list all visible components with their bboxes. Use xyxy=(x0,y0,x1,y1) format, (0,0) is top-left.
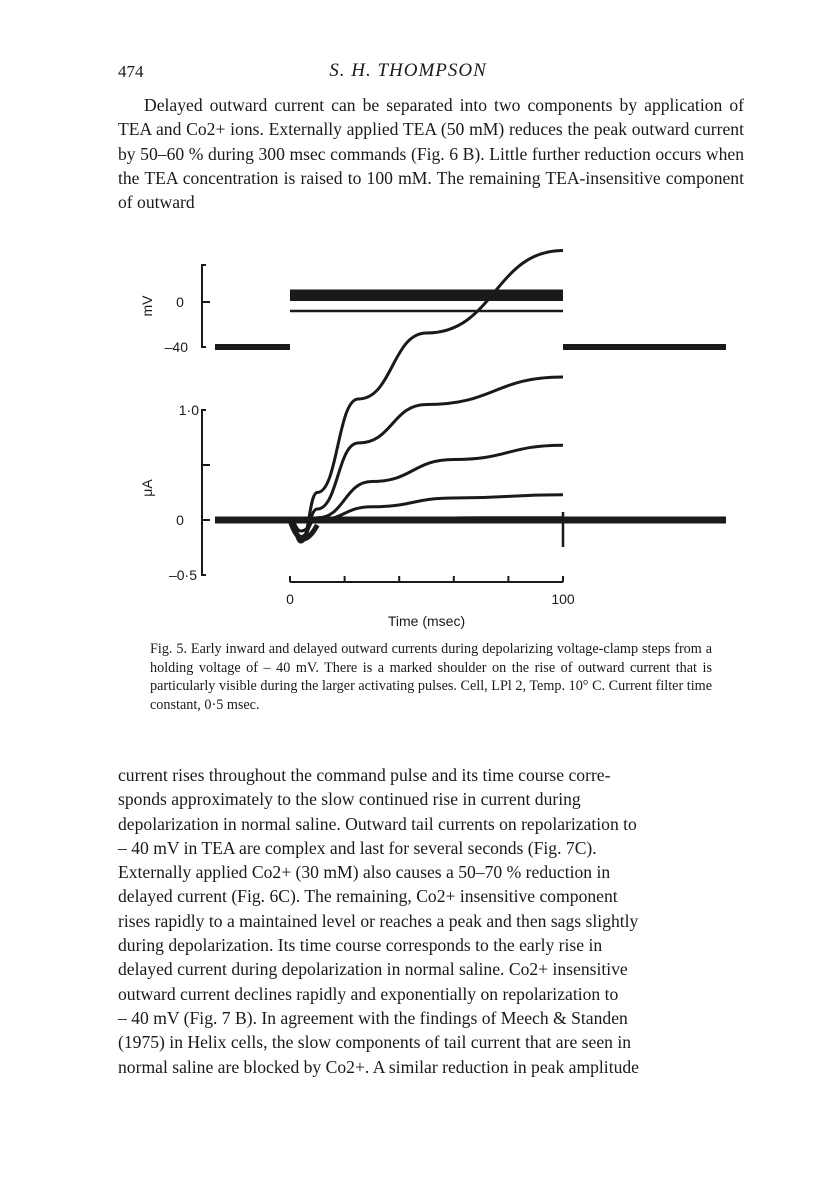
text-line: – 40 mV in TEA are complex and last for several seconds (Fig. 7C). xyxy=(118,837,597,858)
page-number: 474 xyxy=(118,62,144,81)
body-paragraph-bottom xyxy=(118,763,744,1079)
text-line: (1975) in Helix cells, the slow components of tail current that are seen in xyxy=(118,1032,632,1053)
text-line: during depolarization. Its time course corresponds to the early rise in xyxy=(118,935,603,956)
body-paragraph-top: Delayed outward current can be separated into two components by application of TEA and Co2+ ions. Externally applied TEA (50 mM) reduces the peak outward current by 50–60 % during 300 msec commands (Fig. 6 B). Little further reduction occurs when the TEA concentration is raised to 100 mM. The remaining TEA-insensitive component of outward xyxy=(118,95,744,213)
voltage-tick-label: –40 xyxy=(164,339,188,355)
current-tick-label: –0·5 xyxy=(168,567,197,583)
text-line: rises rapidly to a maintained level or reaches a peak and then sags slightly xyxy=(118,910,639,931)
figure-caption: Fig. 5. Early inward and delayed outward currents during depolarizing voltage-clamp steps from a holding voltage of – 40 mV. There is a marked shoulder on the rise of outward current that is particularly visible during the larger activating pulses. Cell, LPl 2, Temp. 10° C. Current filter time constant, 0·5 msec. xyxy=(150,641,712,713)
time-axis-label: Time (msec) xyxy=(387,613,466,629)
current-axis xyxy=(202,410,206,575)
text-line: normal saline are blocked by Co2+. A similar reduction in peak amplitude xyxy=(118,1056,639,1077)
figure-plot xyxy=(130,230,750,630)
text-line: delayed current (Fig. 6C). The remaining, Co2+ insensitive component xyxy=(118,886,618,907)
current-tick-label: 0 xyxy=(176,512,184,528)
text-line: Externally applied Co2+ (30 mM) also causes a 50–70 % reduction in xyxy=(118,862,611,883)
voltage-axis-label: mV xyxy=(139,295,155,317)
text-line: sponds approximately to the slow continued rise in current during xyxy=(118,789,581,810)
time-tick-label: 100 xyxy=(551,591,575,607)
text-line: depolarization in normal saline. Outward tail currents on repolarization to xyxy=(118,813,637,834)
current-tick-label: 1·0 xyxy=(178,402,199,418)
voltage-tick-label: 0 xyxy=(176,294,184,310)
text-line: outward current declines rapidly and exponentially on repolarization to xyxy=(118,983,619,1004)
figure-5 xyxy=(130,230,750,630)
text-line: current rises throughout the command pulse and its time course corre- xyxy=(118,765,611,785)
running-title: S. H. THOMPSON xyxy=(329,60,487,81)
current-axis-label: μA xyxy=(139,479,155,497)
text-line: – 40 mV (Fig. 7 B). In agreement with the findings of Meech & Standen xyxy=(118,1007,628,1028)
time-tick-label: 0 xyxy=(286,591,294,607)
text-line: delayed current during depolarization in normal saline. Co2+ insensitive xyxy=(118,959,628,980)
voltage-axis xyxy=(202,265,206,347)
